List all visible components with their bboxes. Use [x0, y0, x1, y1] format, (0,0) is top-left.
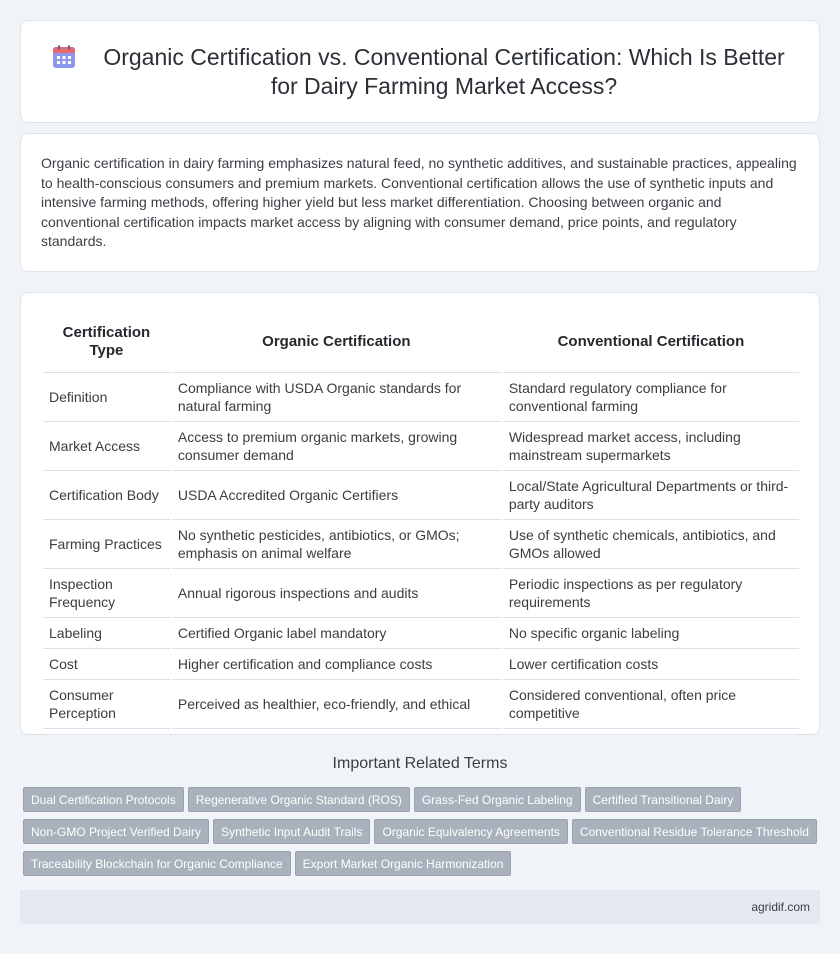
conventional-cell: Standard regulatory compliance for conventional farming	[503, 373, 799, 422]
related-term-tag[interactable]: Organic Equivalency Agreements	[374, 819, 567, 844]
table-row	[43, 569, 799, 618]
row-label: Cost	[43, 649, 170, 680]
row-label: Definition	[43, 373, 170, 422]
row-label: Certification Body	[43, 471, 170, 520]
conventional-cell: Widespread market access, including mainstream supermarkets	[503, 422, 799, 471]
related-term-tag[interactable]: Export Market Organic Harmonization	[295, 851, 512, 876]
footer-site-link[interactable]: agridif.com	[751, 900, 810, 914]
footer	[20, 890, 820, 924]
organic-cell: Access to premium organic markets, growing consumer demand	[172, 422, 501, 471]
table-row	[43, 373, 799, 422]
page-title: Organic Certification vs. Conventional Certification: Which Is Better for Dairy Farming Market Access?	[103, 43, 785, 99]
conventional-cell: Local/State Agricultural Departments or third-party auditors	[503, 471, 799, 520]
related-term-tag[interactable]: Certified Transitional Dairy	[585, 787, 742, 812]
related-term-tag[interactable]: Dual Certification Protocols	[23, 787, 184, 812]
header-organic: Organic Certification	[172, 311, 501, 373]
row-label: Consumer Perception	[43, 680, 170, 729]
header-certification-type: Certification Type	[43, 311, 170, 373]
table-row	[43, 471, 799, 520]
table-row	[43, 618, 799, 649]
table-row	[43, 520, 799, 569]
related-term-tag[interactable]: Traceability Blockchain for Organic Compliance	[23, 851, 291, 876]
conventional-cell: Lower certification costs	[503, 649, 799, 680]
title-card	[20, 20, 820, 123]
conventional-cell: No specific organic labeling	[503, 618, 799, 649]
organic-cell: No synthetic pesticides, antibiotics, or GMOs; emphasis on animal welfare	[172, 520, 501, 569]
table-row	[43, 422, 799, 471]
intro-paragraph: Organic certification in dairy farming emphasizes natural feed, no synthetic additives, and sustainable practices, appealing to health-conscious consumers and premium markets. Conventional certification allows the use of synthetic inputs and intensive farming methods, offering higher yield but less market differentiation. Choosing between organic and conventional certification impacts market access by aligning with consumer demand, price points, and regulatory standards.	[41, 155, 797, 250]
related-term-tag[interactable]: Conventional Residue Tolerance Threshold	[572, 819, 817, 844]
related-term-tag[interactable]: Synthetic Input Audit Trails	[213, 819, 370, 844]
header-conventional: Conventional Certification	[503, 311, 799, 373]
organic-cell: Higher certification and compliance costs	[172, 649, 501, 680]
table-row	[43, 680, 799, 729]
conventional-cell: Periodic inspections as per regulatory requirements	[503, 569, 799, 618]
comparison-table	[41, 311, 801, 729]
organic-cell: Perceived as healthier, eco-friendly, and ethical	[172, 680, 501, 729]
organic-cell: USDA Accredited Organic Certifiers	[172, 471, 501, 520]
row-label: Inspection Frequency	[43, 569, 170, 618]
calendar-icon	[51, 44, 77, 70]
related-term-tag[interactable]: Regenerative Organic Standard (ROS)	[188, 787, 410, 812]
intro-card	[20, 133, 820, 272]
organic-cell: Certified Organic label mandatory	[172, 618, 501, 649]
row-label: Market Access	[43, 422, 170, 471]
organic-cell: Annual rigorous inspections and audits	[172, 569, 501, 618]
related-terms-list	[23, 787, 823, 883]
table-header-row	[43, 311, 799, 373]
comparison-card	[20, 292, 820, 735]
conventional-cell: Considered conventional, often price competitive	[503, 680, 799, 729]
related-terms-title: Important Related Terms	[332, 755, 508, 772]
conventional-cell: Use of synthetic chemicals, antibiotics, and GMOs allowed	[503, 520, 799, 569]
organic-cell: Compliance with USDA Organic standards for natural farming	[172, 373, 501, 422]
row-label: Farming Practices	[43, 520, 170, 569]
table-row	[43, 649, 799, 680]
related-term-tag[interactable]: Grass-Fed Organic Labeling	[414, 787, 581, 812]
row-label: Labeling	[43, 618, 170, 649]
related-term-tag[interactable]: Non-GMO Project Verified Dairy	[23, 819, 209, 844]
